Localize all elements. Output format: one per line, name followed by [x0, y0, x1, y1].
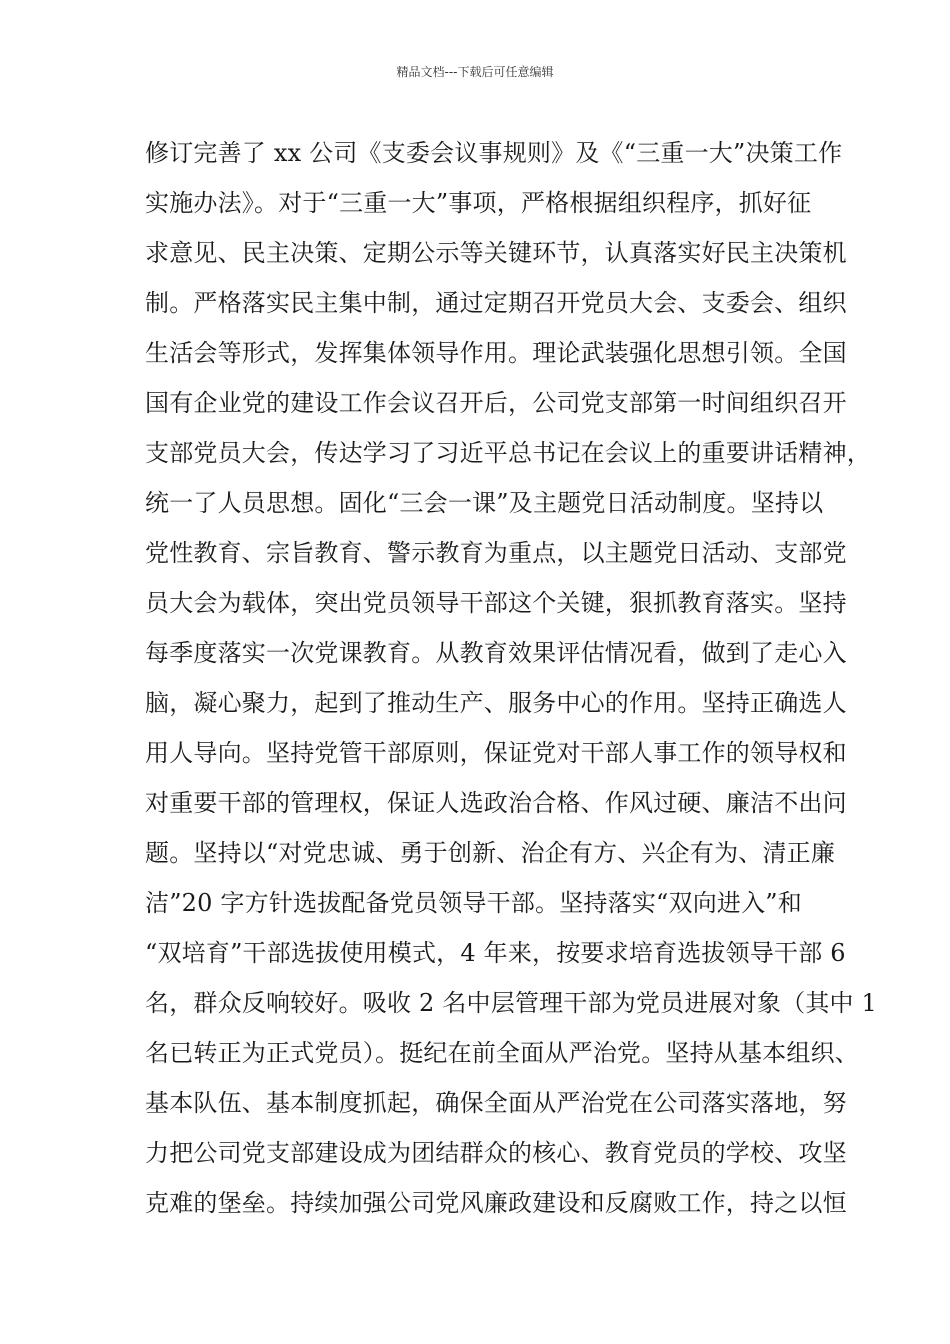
- page-header: 精品文档---下载后可任意编辑: [396, 65, 554, 79]
- text-line: 名，群众反响较好。吸收 2 名中层管理干部为党员进展对象（其中 1: [145, 989, 878, 1017]
- text-line: 实施办法》。对于“三重一大”事项，严格根据组织程序，抓好征: [145, 189, 812, 217]
- text-line: 每季度落实一次党课教育。从教育效果评估情况看，做到了走心入: [145, 639, 847, 667]
- text-line: 修订完善了 xx 公司《支委会议事规则》及《“三重一大”决策工作: [145, 139, 843, 167]
- text-line: 脑，凝心聚力，起到了推动生产、服务中心的作用。坚持正确选人: [145, 689, 847, 717]
- text-line: 基本队伍、基本制度抓起，确保全面从严治党在公司落实落地，努: [145, 1089, 847, 1117]
- text-line: 求意见、民主决策、定期公示等关键环节，认真落实好民主决策机: [145, 239, 847, 267]
- text-line: “双培育”干部选拔使用模式，4 年来，按要求培育选拔领导干部 6: [145, 939, 846, 967]
- text-line: 题。坚持以“对党忠诚、勇于创新、治企有方、兴企有为、清正廉: [145, 839, 836, 867]
- text-line: 洁”20 字方针选拔配备党员领导干部。坚持落实“双向进入”和: [145, 889, 802, 917]
- text-line: 员大会为载体，突出党员领导干部这个关键，狠抓教育落实。坚持: [145, 589, 847, 617]
- text-line: 统一了人员思想。固化“三会一课”及主题党日活动制度。坚持以: [145, 489, 824, 517]
- text-line: 党性教育、宗旨教育、警示教育为重点，以主题党日活动、支部党: [145, 539, 847, 567]
- text-line: 制。严格落实民主集中制，通过定期召开党员大会、支委会、组织: [145, 289, 847, 317]
- document-body: [145, 128, 878, 1228]
- text-line: 力把公司党支部建设成为团结群众的核心、教育党员的学校、攻坚: [145, 1139, 847, 1167]
- text-line: 国有企业党的建设工作会议召开后，公司党支部第一时间组织召开: [145, 389, 847, 417]
- text-line: 支部党员大会，传达学习了习近平总书记在会议上的重要讲话精神，: [145, 439, 871, 467]
- text-line: 克难的堡垒。持续加强公司党风廉政建设和反腐败工作，持之以恒: [145, 1189, 847, 1217]
- text-line: 对重要干部的管理权，保证人选政治合格、作风过硬、廉洁不出问: [145, 789, 847, 817]
- text-line: 名已转正为正式党员）。挺纪在前全面从严治党。坚持从基本组织、: [145, 1039, 859, 1067]
- text-line: 用人导向。坚持党管干部原则，保证党对干部人事工作的领导权和: [145, 739, 847, 767]
- text-line: 生活会等形式，发挥集体领导作用。理论武装强化思想引领。全国: [145, 339, 847, 367]
